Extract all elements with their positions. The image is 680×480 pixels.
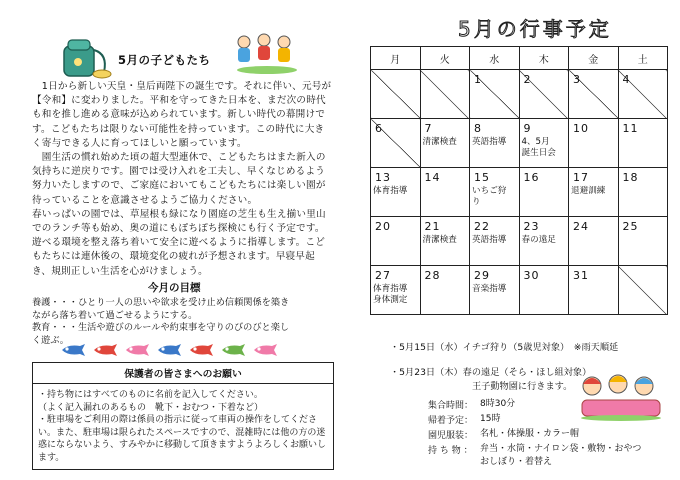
calendar-week-row bbox=[371, 217, 668, 266]
day-number: 3 bbox=[573, 73, 581, 86]
day-number: 22 bbox=[474, 220, 490, 233]
backpack-illustration bbox=[58, 36, 114, 80]
weekday-header: 金 bbox=[569, 47, 619, 70]
zoo-children-illustration bbox=[578, 370, 664, 422]
detail-value: 弁当・水筒・ナイロン袋・敷物・おやつ おしぼり・着替え bbox=[480, 444, 642, 467]
goal-item bbox=[32, 296, 332, 322]
calendar-day-cell bbox=[371, 217, 421, 266]
calendar-day-cell bbox=[519, 217, 569, 266]
day-number: 23 bbox=[523, 220, 540, 233]
calendar-day-cell bbox=[519, 70, 569, 119]
day-number: 11 bbox=[622, 122, 639, 135]
parent-notice-box bbox=[32, 362, 334, 470]
weekday-header: 月 bbox=[371, 47, 421, 70]
day-events: 音楽指導 bbox=[472, 284, 507, 294]
day-number: 8 bbox=[474, 122, 482, 135]
weekday-header-row bbox=[371, 47, 668, 70]
weekday-header: 火 bbox=[420, 47, 470, 70]
detail-value: 8時30分 bbox=[480, 399, 516, 409]
day-number: 6 bbox=[375, 122, 383, 135]
day-events: 清潔検査 bbox=[422, 137, 457, 147]
day-events: 体育指導 bbox=[373, 186, 408, 196]
calendar-week-row bbox=[371, 266, 668, 315]
calendar-week-row bbox=[371, 119, 668, 168]
weekday-header: 土 bbox=[618, 47, 668, 70]
day-number: 10 bbox=[573, 122, 589, 135]
day-number: 25 bbox=[622, 220, 639, 233]
goals-title: 今月の目標 bbox=[148, 282, 201, 294]
calendar-day-cell bbox=[420, 217, 470, 266]
notice-body: ・持ち物にはすべてのものに名前を記入してください。 （よく記入漏れのあるもの 靴下・おむつ・下着など） ・駐車場をご利用の際は係員の指示に従って車両の操作をしてください。また、駐車場は限られたスペースですので、混雑時には他の方の迷惑にならないよう、すみやかに移動して頂きますようよろしくお願いします。 bbox=[38, 390, 327, 463]
carp-streamer-icon bbox=[252, 344, 278, 356]
event-calendar bbox=[370, 46, 668, 315]
day-number: 29 bbox=[474, 269, 490, 282]
day-events: 英語指導 bbox=[472, 235, 507, 245]
carp-streamer-icon bbox=[220, 344, 246, 356]
calendar-day-cell bbox=[420, 119, 470, 168]
calendar-day-cell bbox=[371, 168, 421, 217]
goal-label: 養護・・・ bbox=[32, 297, 78, 308]
day-events: 退避訓練 bbox=[571, 186, 606, 196]
calendar-day-cell bbox=[420, 70, 470, 119]
calendar-day-cell bbox=[618, 70, 668, 119]
calendar-week-row bbox=[371, 70, 668, 119]
day-events: いちご狩 り bbox=[472, 186, 507, 208]
calendar-day-cell bbox=[470, 168, 520, 217]
day-number: 13 bbox=[375, 171, 391, 184]
calendar-day-cell bbox=[569, 70, 619, 119]
calendar-day-cell bbox=[618, 168, 668, 217]
carp-streamer-icon bbox=[124, 344, 150, 356]
calendar-day-cell bbox=[470, 70, 520, 119]
day-number: 2 bbox=[523, 73, 532, 86]
day-events: 清潔検査 bbox=[422, 235, 457, 245]
goal-text: 生活や遊びのルールや約束事を守りのびのびと楽し く遊ぶ。 bbox=[32, 322, 290, 346]
detail-label: 持 ち 物 ： bbox=[428, 446, 473, 456]
day-events: 英語指導 bbox=[472, 137, 507, 147]
calendar-title bbox=[456, 14, 626, 42]
day-number: 28 bbox=[424, 269, 441, 282]
calendar-day-cell bbox=[371, 119, 421, 168]
carp-streamer-icon bbox=[156, 344, 182, 356]
calendar-day-cell bbox=[569, 119, 619, 168]
day-number: 31 bbox=[573, 269, 589, 282]
day-number: 1 bbox=[474, 73, 482, 86]
calendar-day-cell bbox=[618, 266, 668, 315]
calendar-day-cell bbox=[519, 168, 569, 217]
detail-value: 15時 bbox=[480, 414, 501, 424]
weekday-header: 水 bbox=[470, 47, 520, 70]
calendar-day-cell bbox=[371, 70, 421, 119]
day-events: 体育指導 身体測定 bbox=[373, 284, 408, 306]
intro-paragraph: 1日から新しい天皇・皇后両陛下の誕生です。それに伴い、元号が 【令和】に変わりました。平和を守ってきた日本を、まだ次の時代も和を推し進める意味が込められています。新しい時代の幕開けです。こどもたちは限りない可能性を持っています。この時代に大きく寄与できる人に育ってほしいと願っています。 園生活の慣れ始めた頃の超大型連休で、こどもたちはまた新入の気持ちに逆戻りです。園では受け入れを工夫し、早くなじめるよう努力いたしますので、ご家庭においてもこどもたちには楽しい園が待っていることを意識させるようご協力ください。 春いっぱいの園では、草屋根も緑になり園庭の芝生も生え揃い里山でのランチ等も始め、奥の道にもぽちぽち探検にも行く予定です。遊べる環境を整え落ち着いて安全に遊べるように指導します。こどもたちには連休後の、環境変化の疲れが予想されます。早寝早起き、規則正しい生活を心がけましょう。 bbox=[32, 81, 332, 277]
calendar-day-cell bbox=[420, 266, 470, 315]
left-column bbox=[10, 8, 340, 474]
section-title: 5月の子どもたち bbox=[118, 53, 211, 67]
calendar-week-row bbox=[371, 168, 668, 217]
day-number: 17 bbox=[573, 171, 589, 184]
calendar-day-cell bbox=[371, 266, 421, 315]
day-number: 14 bbox=[424, 171, 441, 184]
children-playing-illustration bbox=[232, 32, 302, 74]
detail-label: 集合時間： bbox=[428, 401, 474, 411]
day-number: 30 bbox=[523, 269, 540, 282]
calendar-day-cell bbox=[420, 168, 470, 217]
detail-label: 帰着予定： bbox=[428, 416, 474, 426]
day-events: 春の遠足 bbox=[521, 235, 556, 245]
carp-streamer-icon bbox=[60, 344, 86, 356]
calendar-day-cell bbox=[470, 119, 520, 168]
day-number: 24 bbox=[573, 220, 589, 233]
calendar-day-cell bbox=[569, 217, 619, 266]
notice-title: 保護者の皆さまへのお願い bbox=[33, 366, 333, 380]
calendar-day-cell bbox=[618, 119, 668, 168]
calendar-day-cell bbox=[569, 168, 619, 217]
carp-streamer-icon bbox=[188, 344, 214, 356]
day-number: 15 bbox=[474, 171, 490, 184]
calendar-day-cell bbox=[519, 119, 569, 168]
event-note-strawberry: ・5月15日（水）イチゴ狩り（5歳児対象） ※雨天順延 bbox=[390, 342, 619, 353]
goal-text: ひとり一人の思いや欲求を受け止め信頼関係を築き ながら落ち着いて過ごせるようにする。 bbox=[32, 297, 290, 321]
calendar-day-cell bbox=[618, 217, 668, 266]
day-number: 18 bbox=[622, 171, 639, 184]
detail-label: 園児服装： bbox=[428, 431, 474, 441]
carp-streamer-row bbox=[60, 344, 278, 356]
calendar-day-cell bbox=[470, 266, 520, 315]
right-column bbox=[352, 8, 672, 474]
calendar-day-cell bbox=[519, 266, 569, 315]
day-number: 27 bbox=[375, 269, 391, 282]
calendar-day-cell bbox=[569, 266, 619, 315]
event-note-zoo: 王子動物園に行きます。 bbox=[472, 381, 573, 392]
day-number: 20 bbox=[375, 220, 391, 233]
day-number: 21 bbox=[424, 220, 441, 233]
day-events: 4、5月 誕生日会 bbox=[521, 137, 556, 159]
carp-streamer-icon bbox=[92, 344, 118, 356]
calendar-day-cell bbox=[470, 217, 520, 266]
day-number: 7 bbox=[424, 122, 433, 135]
goal-label: 教育・・・ bbox=[32, 322, 78, 333]
svg-text:5月の行事予定: 5月の行事予定 bbox=[458, 17, 612, 41]
day-number: 4 bbox=[622, 73, 631, 86]
day-number: 9 bbox=[523, 122, 532, 135]
detail-value: 名札・体操服・カラー帽 bbox=[480, 429, 580, 439]
event-note-excursion: ・5月23日（木）春の遠足（そら・ほし組対象） bbox=[390, 367, 592, 378]
weekday-header: 木 bbox=[519, 47, 569, 70]
day-number: 16 bbox=[523, 171, 540, 184]
